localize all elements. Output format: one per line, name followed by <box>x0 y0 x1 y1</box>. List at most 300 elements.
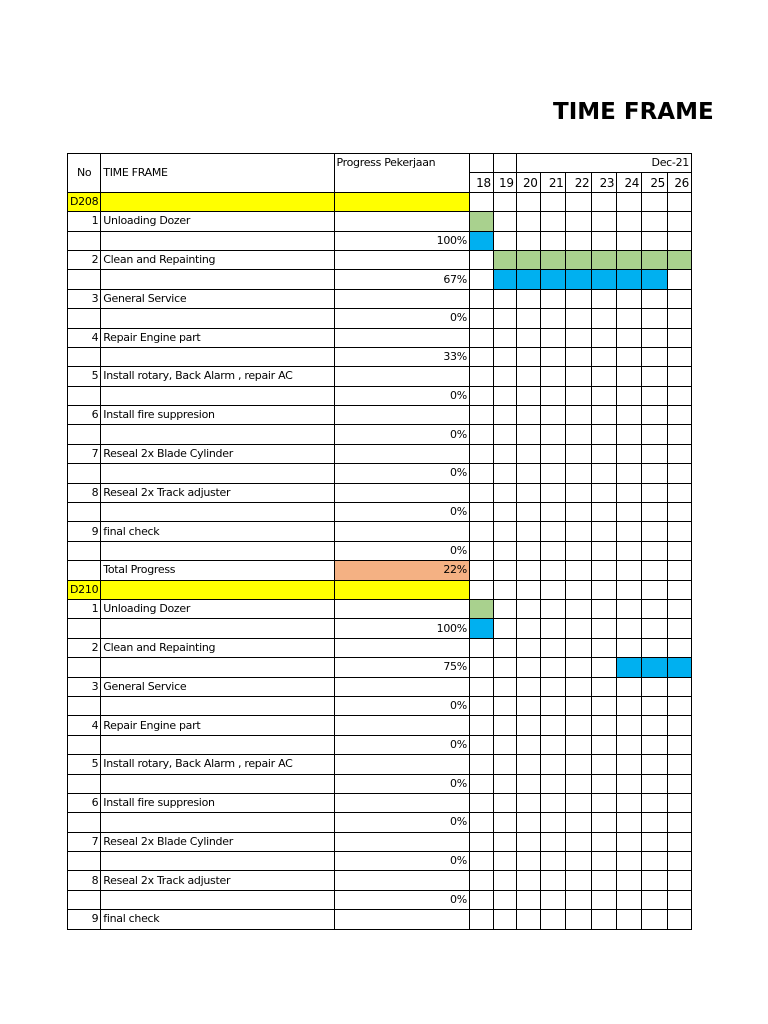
gantt-cell[interactable] <box>516 735 540 754</box>
progress-blank-cell[interactable] <box>68 347 101 366</box>
gantt-cell[interactable] <box>642 677 668 696</box>
task-blank-cell[interactable] <box>334 793 469 812</box>
task-blank-cell[interactable] <box>334 638 469 657</box>
plan-bar-cell[interactable] <box>493 250 516 269</box>
gantt-cell[interactable] <box>469 638 493 657</box>
gantt-cell[interactable] <box>469 580 493 599</box>
task-name[interactable]: Install fire suppresion <box>101 793 334 812</box>
progress-blank-cell[interactable] <box>101 619 334 638</box>
gantt-cell[interactable] <box>540 192 566 211</box>
header-day-21[interactable]: 21 <box>540 173 566 192</box>
gantt-cell[interactable] <box>668 406 692 425</box>
gantt-cell[interactable] <box>668 696 692 715</box>
gantt-cell[interactable] <box>566 677 592 696</box>
gantt-cell[interactable] <box>516 813 540 832</box>
gantt-cell[interactable] <box>493 212 516 231</box>
gantt-cell[interactable] <box>516 483 540 502</box>
gantt-cell[interactable] <box>642 561 668 580</box>
gantt-cell[interactable] <box>617 522 642 541</box>
gantt-cell[interactable] <box>540 483 566 502</box>
gantt-cell[interactable] <box>592 696 617 715</box>
gantt-cell[interactable] <box>642 541 668 560</box>
gantt-cell[interactable] <box>668 716 692 735</box>
plan-bar-cell[interactable] <box>642 250 668 269</box>
gantt-cell[interactable] <box>642 464 668 483</box>
gantt-cell[interactable] <box>617 561 642 580</box>
gantt-cell[interactable] <box>493 871 516 890</box>
gantt-cell[interactable] <box>493 522 516 541</box>
progress-blank-cell[interactable] <box>68 309 101 328</box>
gantt-cell[interactable] <box>566 541 592 560</box>
progress-blank-cell[interactable] <box>68 774 101 793</box>
gantt-cell[interactable] <box>493 677 516 696</box>
gantt-cell[interactable] <box>642 813 668 832</box>
progress-blank-cell[interactable] <box>101 347 334 366</box>
gantt-cell[interactable] <box>668 852 692 871</box>
task-blank-cell[interactable] <box>334 755 469 774</box>
gantt-cell[interactable] <box>617 347 642 366</box>
task-blank-cell[interactable] <box>334 212 469 231</box>
gantt-cell[interactable] <box>668 638 692 657</box>
gantt-cell[interactable] <box>668 677 692 696</box>
gantt-cell[interactable] <box>566 774 592 793</box>
gantt-cell[interactable] <box>540 231 566 250</box>
gantt-cell[interactable] <box>493 716 516 735</box>
gantt-cell[interactable] <box>540 328 566 347</box>
gantt-cell[interactable] <box>516 599 540 618</box>
gantt-cell[interactable] <box>469 425 493 444</box>
gantt-cell[interactable] <box>668 832 692 851</box>
gantt-cell[interactable] <box>540 793 566 812</box>
gantt-cell[interactable] <box>566 522 592 541</box>
actual-bar-cell[interactable] <box>642 658 668 677</box>
gantt-cell[interactable] <box>540 871 566 890</box>
gantt-cell[interactable] <box>540 425 566 444</box>
gantt-cell[interactable] <box>642 425 668 444</box>
gantt-cell[interactable] <box>566 852 592 871</box>
progress-blank-cell[interactable] <box>68 386 101 405</box>
gantt-cell[interactable] <box>668 813 692 832</box>
gantt-cell[interactable] <box>540 522 566 541</box>
gantt-cell[interactable] <box>592 444 617 463</box>
gantt-cell[interactable] <box>516 367 540 386</box>
task-name[interactable]: Repair Engine part <box>101 328 334 347</box>
task-number[interactable]: 8 <box>68 483 101 502</box>
gantt-cell[interactable] <box>516 910 540 929</box>
progress-blank-cell[interactable] <box>101 464 334 483</box>
gantt-cell[interactable] <box>617 367 642 386</box>
gantt-cell[interactable] <box>493 852 516 871</box>
task-number[interactable]: 6 <box>68 406 101 425</box>
gantt-cell[interactable] <box>540 464 566 483</box>
gantt-cell[interactable] <box>617 890 642 909</box>
gantt-cell[interactable] <box>592 483 617 502</box>
gantt-cell[interactable] <box>540 677 566 696</box>
gantt-cell[interactable] <box>469 735 493 754</box>
gantt-cell[interactable] <box>642 755 668 774</box>
gantt-cell[interactable] <box>566 561 592 580</box>
gantt-cell[interactable] <box>642 852 668 871</box>
task-name[interactable]: Reseal 2x Track adjuster <box>101 483 334 502</box>
gantt-cell[interactable] <box>469 289 493 308</box>
gantt-cell[interactable] <box>617 231 642 250</box>
gantt-cell[interactable] <box>540 367 566 386</box>
section-code[interactable]: D210 <box>68 580 101 599</box>
gantt-cell[interactable] <box>668 541 692 560</box>
progress-blank-cell[interactable] <box>68 619 101 638</box>
gantt-cell[interactable] <box>566 755 592 774</box>
gantt-cell[interactable] <box>516 425 540 444</box>
header-day-19[interactable]: 19 <box>493 173 516 192</box>
gantt-cell[interactable] <box>516 677 540 696</box>
gantt-cell[interactable] <box>617 483 642 502</box>
gantt-cell[interactable] <box>617 464 642 483</box>
section-fill-cell[interactable] <box>334 580 469 599</box>
gantt-cell[interactable] <box>540 774 566 793</box>
gantt-cell[interactable] <box>668 755 692 774</box>
gantt-cell[interactable] <box>617 580 642 599</box>
progress-blank-cell[interactable] <box>101 735 334 754</box>
gantt-cell[interactable] <box>469 522 493 541</box>
gantt-cell[interactable] <box>642 696 668 715</box>
actual-bar-cell[interactable] <box>516 270 540 289</box>
actual-bar-cell[interactable] <box>469 619 493 638</box>
task-blank-cell[interactable] <box>334 677 469 696</box>
gantt-cell[interactable] <box>617 696 642 715</box>
gantt-cell[interactable] <box>617 406 642 425</box>
gantt-cell[interactable] <box>617 309 642 328</box>
gantt-cell[interactable] <box>592 328 617 347</box>
gantt-cell[interactable] <box>642 522 668 541</box>
gantt-cell[interactable] <box>516 619 540 638</box>
section-fill-cell[interactable] <box>101 580 334 599</box>
task-progress[interactable]: 33% <box>334 347 469 366</box>
task-blank-cell[interactable] <box>334 406 469 425</box>
task-progress[interactable]: 100% <box>334 619 469 638</box>
gantt-cell[interactable] <box>540 503 566 522</box>
gantt-cell[interactable] <box>592 638 617 657</box>
task-number[interactable]: 9 <box>68 522 101 541</box>
gantt-cell[interactable] <box>493 231 516 250</box>
section-fill-cell[interactable] <box>101 192 334 211</box>
progress-blank-cell[interactable] <box>101 386 334 405</box>
gantt-cell[interactable] <box>642 406 668 425</box>
task-number[interactable]: 7 <box>68 444 101 463</box>
gantt-cell[interactable] <box>566 483 592 502</box>
gantt-cell[interactable] <box>516 347 540 366</box>
gantt-cell[interactable] <box>592 716 617 735</box>
gantt-cell[interactable] <box>540 832 566 851</box>
gantt-cell[interactable] <box>493 347 516 366</box>
gantt-cell[interactable] <box>668 599 692 618</box>
gantt-cell[interactable] <box>592 755 617 774</box>
gantt-cell[interactable] <box>516 386 540 405</box>
gantt-cell[interactable] <box>642 192 668 211</box>
task-number[interactable]: 5 <box>68 367 101 386</box>
task-blank-cell[interactable] <box>334 444 469 463</box>
task-number[interactable]: 7 <box>68 832 101 851</box>
header-day-23[interactable]: 23 <box>592 173 617 192</box>
gantt-cell[interactable] <box>516 231 540 250</box>
gantt-cell[interactable] <box>540 910 566 929</box>
gantt-cell[interactable] <box>668 503 692 522</box>
progress-blank-cell[interactable] <box>101 425 334 444</box>
gantt-cell[interactable] <box>566 716 592 735</box>
total-label[interactable]: Total Progress <box>101 561 334 580</box>
task-name[interactable]: Unloading Dozer <box>101 599 334 618</box>
gantt-cell[interactable] <box>642 328 668 347</box>
gantt-cell[interactable] <box>617 832 642 851</box>
gantt-cell[interactable] <box>516 716 540 735</box>
gantt-cell[interactable] <box>566 231 592 250</box>
gantt-cell[interactable] <box>617 638 642 657</box>
gantt-cell[interactable] <box>469 890 493 909</box>
gantt-cell[interactable] <box>540 755 566 774</box>
gantt-cell[interactable] <box>617 852 642 871</box>
gantt-cell[interactable] <box>566 386 592 405</box>
total-blank-cell[interactable] <box>68 561 101 580</box>
plan-bar-cell[interactable] <box>668 250 692 269</box>
gantt-cell[interactable] <box>566 735 592 754</box>
gantt-cell[interactable] <box>617 793 642 812</box>
gantt-cell[interactable] <box>469 483 493 502</box>
progress-blank-cell[interactable] <box>68 852 101 871</box>
gantt-cell[interactable] <box>642 910 668 929</box>
gantt-cell[interactable] <box>592 406 617 425</box>
task-number[interactable]: 2 <box>68 250 101 269</box>
gantt-cell[interactable] <box>566 367 592 386</box>
header-day-22[interactable]: 22 <box>566 173 592 192</box>
progress-blank-cell[interactable] <box>101 852 334 871</box>
progress-blank-cell[interactable] <box>101 774 334 793</box>
task-blank-cell[interactable] <box>334 250 469 269</box>
task-number[interactable]: 5 <box>68 755 101 774</box>
task-name[interactable]: final check <box>101 910 334 929</box>
task-name[interactable]: Clean and Repainting <box>101 638 334 657</box>
gantt-cell[interactable] <box>668 793 692 812</box>
gantt-cell[interactable] <box>469 910 493 929</box>
gantt-cell[interactable] <box>592 677 617 696</box>
gantt-cell[interactable] <box>540 599 566 618</box>
task-name[interactable]: Install rotary, Back Alarm , repair AC <box>101 367 334 386</box>
gantt-cell[interactable] <box>540 541 566 560</box>
progress-blank-cell[interactable] <box>68 890 101 909</box>
gantt-cell[interactable] <box>493 774 516 793</box>
task-number[interactable]: 8 <box>68 871 101 890</box>
gantt-cell[interactable] <box>642 503 668 522</box>
gantt-cell[interactable] <box>540 813 566 832</box>
task-name[interactable]: General Service <box>101 677 334 696</box>
progress-blank-cell[interactable] <box>101 503 334 522</box>
gantt-cell[interactable] <box>566 289 592 308</box>
gantt-cell[interactable] <box>592 871 617 890</box>
gantt-cell[interactable] <box>516 580 540 599</box>
gantt-cell[interactable] <box>668 386 692 405</box>
gantt-cell[interactable] <box>642 774 668 793</box>
task-number[interactable]: 1 <box>68 599 101 618</box>
gantt-cell[interactable] <box>668 289 692 308</box>
gantt-cell[interactable] <box>642 580 668 599</box>
gantt-cell[interactable] <box>617 716 642 735</box>
gantt-cell[interactable] <box>592 793 617 812</box>
gantt-cell[interactable] <box>493 832 516 851</box>
gantt-cell[interactable] <box>617 503 642 522</box>
gantt-cell[interactable] <box>592 464 617 483</box>
gantt-cell[interactable] <box>469 444 493 463</box>
gantt-cell[interactable] <box>566 793 592 812</box>
gantt-cell[interactable] <box>566 890 592 909</box>
gantt-cell[interactable] <box>642 231 668 250</box>
gantt-cell[interactable] <box>493 755 516 774</box>
task-number[interactable]: 4 <box>68 716 101 735</box>
gantt-cell[interactable] <box>617 871 642 890</box>
task-number[interactable]: 2 <box>68 638 101 657</box>
gantt-cell[interactable] <box>617 212 642 231</box>
gantt-cell[interactable] <box>668 425 692 444</box>
header-day-20[interactable]: 20 <box>516 173 540 192</box>
gantt-cell[interactable] <box>617 386 642 405</box>
gantt-cell[interactable] <box>469 774 493 793</box>
task-progress[interactable]: 0% <box>334 309 469 328</box>
gantt-cell[interactable] <box>642 599 668 618</box>
gantt-cell[interactable] <box>540 309 566 328</box>
task-name[interactable]: General Service <box>101 289 334 308</box>
actual-bar-cell[interactable] <box>617 270 642 289</box>
header-progress[interactable]: Progress Pekerjaan <box>334 154 469 193</box>
task-number[interactable]: 1 <box>68 212 101 231</box>
task-number[interactable]: 3 <box>68 677 101 696</box>
gantt-cell[interactable] <box>668 328 692 347</box>
gantt-cell[interactable] <box>516 289 540 308</box>
gantt-cell[interactable] <box>493 192 516 211</box>
gantt-cell[interactable] <box>469 658 493 677</box>
gantt-cell[interactable] <box>516 852 540 871</box>
gantt-cell[interactable] <box>617 910 642 929</box>
gantt-cell[interactable] <box>592 347 617 366</box>
gantt-cell[interactable] <box>493 638 516 657</box>
progress-blank-cell[interactable] <box>101 309 334 328</box>
task-progress[interactable]: 0% <box>334 541 469 560</box>
gantt-cell[interactable] <box>469 832 493 851</box>
task-blank-cell[interactable] <box>334 599 469 618</box>
task-name[interactable]: Install fire suppresion <box>101 406 334 425</box>
gantt-cell[interactable] <box>516 871 540 890</box>
gantt-cell[interactable] <box>668 192 692 211</box>
gantt-cell[interactable] <box>592 890 617 909</box>
gantt-cell[interactable] <box>469 367 493 386</box>
gantt-cell[interactable] <box>642 832 668 851</box>
gantt-cell[interactable] <box>469 406 493 425</box>
gantt-cell[interactable] <box>592 813 617 832</box>
task-name[interactable]: Repair Engine part <box>101 716 334 735</box>
gantt-cell[interactable] <box>592 852 617 871</box>
gantt-cell[interactable] <box>493 309 516 328</box>
progress-blank-cell[interactable] <box>68 503 101 522</box>
gantt-cell[interactable] <box>566 444 592 463</box>
task-progress[interactable]: 0% <box>334 735 469 754</box>
header-blank-cell[interactable] <box>493 154 516 173</box>
gantt-cell[interactable] <box>493 561 516 580</box>
gantt-cell[interactable] <box>642 386 668 405</box>
gantt-cell[interactable] <box>617 755 642 774</box>
plan-bar-cell[interactable] <box>617 250 642 269</box>
gantt-cell[interactable] <box>566 910 592 929</box>
progress-blank-cell[interactable] <box>68 735 101 754</box>
progress-blank-cell[interactable] <box>101 890 334 909</box>
gantt-cell[interactable] <box>617 677 642 696</box>
gantt-cell[interactable] <box>592 599 617 618</box>
task-blank-cell[interactable] <box>334 328 469 347</box>
gantt-cell[interactable] <box>668 890 692 909</box>
gantt-cell[interactable] <box>469 347 493 366</box>
gantt-cell[interactable] <box>516 755 540 774</box>
task-progress[interactable]: 0% <box>334 386 469 405</box>
gantt-cell[interactable] <box>540 289 566 308</box>
gantt-cell[interactable] <box>469 192 493 211</box>
gantt-cell[interactable] <box>493 910 516 929</box>
gantt-cell[interactable] <box>642 289 668 308</box>
progress-blank-cell[interactable] <box>68 541 101 560</box>
plan-bar-cell[interactable] <box>566 250 592 269</box>
gantt-cell[interactable] <box>566 599 592 618</box>
gantt-cell[interactable] <box>617 813 642 832</box>
header-day-18[interactable]: 18 <box>469 173 493 192</box>
gantt-cell[interactable] <box>566 212 592 231</box>
gantt-cell[interactable] <box>592 309 617 328</box>
gantt-cell[interactable] <box>516 212 540 231</box>
gantt-cell[interactable] <box>516 561 540 580</box>
gantt-cell[interactable] <box>668 561 692 580</box>
gantt-cell[interactable] <box>516 638 540 657</box>
gantt-cell[interactable] <box>642 638 668 657</box>
actual-bar-cell[interactable] <box>617 658 642 677</box>
task-blank-cell[interactable] <box>334 483 469 502</box>
header-day-25[interactable]: 25 <box>642 173 668 192</box>
gantt-cell[interactable] <box>566 638 592 657</box>
gantt-cell[interactable] <box>617 444 642 463</box>
task-name[interactable]: Reseal 2x Blade Cylinder <box>101 832 334 851</box>
task-progress[interactable]: 67% <box>334 270 469 289</box>
gantt-cell[interactable] <box>642 735 668 754</box>
progress-blank-cell[interactable] <box>101 696 334 715</box>
task-progress[interactable]: 0% <box>334 813 469 832</box>
gantt-cell[interactable] <box>516 309 540 328</box>
plan-bar-cell[interactable] <box>469 599 493 618</box>
gantt-cell[interactable] <box>516 503 540 522</box>
gantt-cell[interactable] <box>592 580 617 599</box>
gantt-cell[interactable] <box>469 270 493 289</box>
gantt-cell[interactable] <box>592 619 617 638</box>
gantt-cell[interactable] <box>516 541 540 560</box>
gantt-cell[interactable] <box>493 425 516 444</box>
gantt-cell[interactable] <box>566 425 592 444</box>
gantt-cell[interactable] <box>493 619 516 638</box>
gantt-cell[interactable] <box>668 619 692 638</box>
gantt-cell[interactable] <box>617 328 642 347</box>
gantt-cell[interactable] <box>516 890 540 909</box>
gantt-cell[interactable] <box>617 192 642 211</box>
gantt-cell[interactable] <box>493 580 516 599</box>
gantt-cell[interactable] <box>493 406 516 425</box>
gantt-cell[interactable] <box>469 852 493 871</box>
gantt-cell[interactable] <box>592 289 617 308</box>
progress-blank-cell[interactable] <box>68 270 101 289</box>
gantt-cell[interactable] <box>668 444 692 463</box>
gantt-cell[interactable] <box>592 386 617 405</box>
gantt-cell[interactable] <box>469 793 493 812</box>
gantt-cell[interactable] <box>668 347 692 366</box>
actual-bar-cell[interactable] <box>493 270 516 289</box>
